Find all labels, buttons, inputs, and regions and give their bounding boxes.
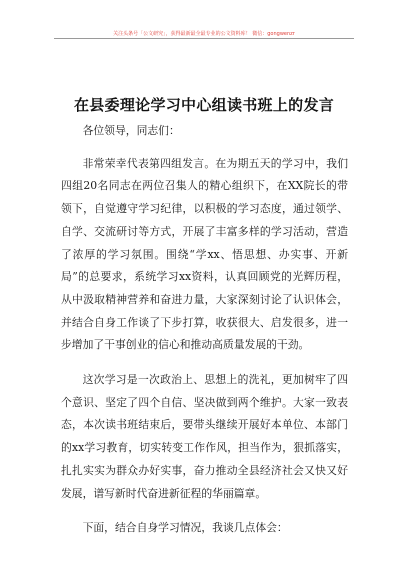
- document-body: [61, 120, 348, 540]
- header-banner-text: 关注头条号「公文研究」，获得最新最全最专业的公文资料库！ 微信：gongwenzr: [113, 31, 295, 37]
- paragraph-spacer: [61, 357, 348, 369]
- paragraph-spacer: [61, 505, 348, 517]
- salutation: 各位领导，同志们：: [82, 124, 180, 137]
- body-paragraph-2: 这次学习是一次政治上、思想上的洗礼，更加树牢了四个意识、坚定了四个自信、坚决做到两个维护。大家一致表态，本次读书班结束后，要带头继续开展好本单位、本部门的xx学习教育，切实转变工作作风，担当作为，狠抓落实，扎扎实实为群众办好实事，奋力推动全县经济社会又快又好发展，谱写新时代奋进新征程的华丽篇章。: [61, 373, 348, 500]
- document-title: 在县委理论学习中心组读书班上的发言: [73, 96, 335, 114]
- header-divider: [54, 38, 354, 39]
- body-paragraph-1: 非常荣幸代表第四组发言。在为期五天的学习中，我们四组20名同志在两位召集人的精心组织下，在XX院长的带领下，自觉遵守学习纪律，以积极的学习态度，通过领学、自学、交流研讨等方式，开展了丰富多样的学习活动，营造了浓厚的学习氛围。围绕“学xx、悟思想、办实事、开新局”的总要求，系统学习xx资料，认真回顾党的光辉历程，从中汲取精神营养和奋进力量，大家深刻讨论了认识体会，并结合自身工作谈了下步打算，收获很大、启发很多，进一步增加了干事创业的信心和推动高质量发展的干劲。: [61, 156, 348, 352]
- body-paragraph-3: 下面，结合自身学习情况，我谈几点体会：: [82, 521, 288, 535]
